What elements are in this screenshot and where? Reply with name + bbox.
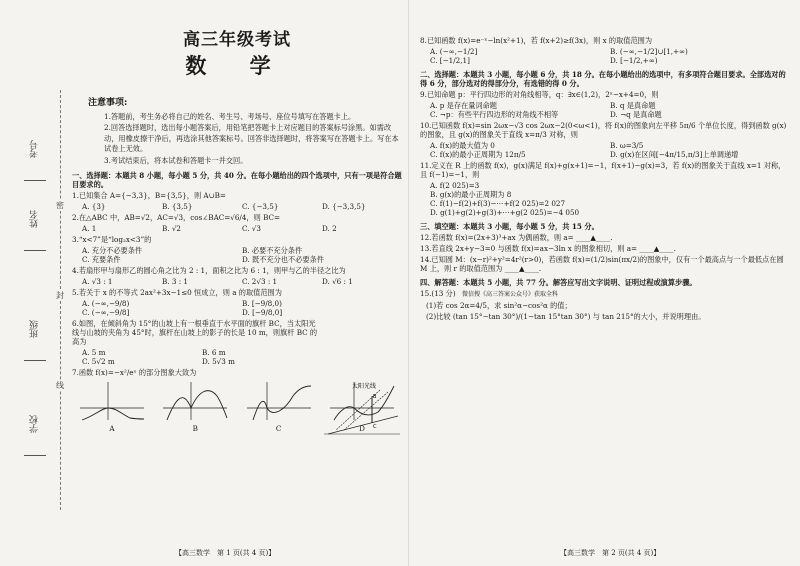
question-1-options [82,202,402,211]
name-blank [24,250,46,251]
sun-ray-label: 太阳光线 [352,383,377,390]
exam-number-label: 考号 [30,140,40,158]
option: A. (−∞,−1/2] [430,47,478,56]
option: B. √2 [162,223,182,233]
section-2-heading: 二、选择题：本题共 3 小题，每小题 6 分，共 18 分。在每小题给出的选项中，有多项符合题目要求。全部选对的得 6 分，部分选对的得部分分，有选错的得 0 分。 [420,70,786,88]
option: B. q 是真命题 [610,101,656,110]
question-8: 8.已知函数 f(x)=e⁻ˣ−ln(x²+1)，若 f(x+2)≥f(3x)，则 x 的取值范围为 [420,36,653,45]
option: A. 1 [82,223,97,233]
page-1 [72,0,402,566]
option: C. 充要条件 [82,254,121,264]
question-11: 11.定义在 R 上的函数 f(x)，g(x)满足 f(x)+g(x+1)=−1，f(x+1)−g(x)=3，若 f(x)的图象关于直线 x=1 对称，且 f(−1)=−1，则 [420,161,786,179]
option: D. ¬q 是真命题 [610,110,662,119]
notice-item: 3.考试结束后，将本试卷和答题卡一并交回。 [104,155,248,165]
option: A. √3 : 1 [82,276,113,286]
graph-option-a [78,380,146,433]
option: A. (−∞,−9/8) [82,298,130,308]
question-8-options [430,47,790,65]
slope-flagpole-figure [322,380,402,440]
option: D. [−9/8,0] [242,307,283,317]
graph-label: D [359,423,365,433]
option: C. 5√2 m [82,356,115,366]
graph-option-c [245,380,313,433]
option: B. {3,5} [162,201,193,211]
graph-option-b [161,380,229,433]
question-5: 5.若关于 x 的不等式 2ax²+3x−1≤0 恒成立，则 a 的取值范围为 [72,287,282,297]
svg-text:B: B [373,394,377,400]
question-9: 9.已知命题 p：平行四边形的对角线相等，q：∃x∈(1,2)，2ˣ−x+4=0，则 [420,90,659,99]
option: B. g(x)的最小正周期为 8 [430,190,512,199]
question-3: 3.“x<7”是“log₂x<3”的 [72,234,152,244]
question-15 [420,289,790,299]
graph-a-icon [78,380,146,422]
page-1-footer: 【高三数学 第 1 页(共 4 页)】 [175,549,276,557]
option: A. 5 m [82,347,106,357]
page-2 [420,0,790,566]
option: D. g(x)在区间[−4π/15,π/3]上单调递增 [610,150,739,159]
option: A. f(2 025)=3 [430,181,480,190]
question-15-part-2: (2)比较 (tan 15°−tan 30°)/(1−tan 15°tan 30°) 与 tan 215°的大小，并说明理由。 [426,311,706,321]
option: D. √6 : 1 [322,276,353,286]
option: C. [−1/2,1] [430,56,470,65]
binding-margin [0,0,70,566]
option: C. 2√3 : 1 [242,276,278,286]
option: D. g(1)+g(2)+g(3)+⋯+g(2 025)=−4 050 [430,208,580,217]
watermark-tag: 微信搜《高三答案公众号》获取全科 [461,291,558,298]
school-label: 学校 [30,415,40,433]
option: A. f(x)的最大值为 0 [430,141,495,150]
option: B. [−9/8,0) [242,298,282,308]
notice-heading: 注意事项: [88,97,128,108]
option: D. [−1/2,+∞) [610,56,658,65]
option: C. (−∞,−9/8] [82,307,130,317]
option: A. p 是存在量词命题 [430,101,497,110]
question-13: 13.若直线 2x+y−3=0 与函数 f(x)=ax−3ln x 的图象相切，则 a= ____▲____. [420,244,676,253]
question-2: 2.在△ABC 中，AB=√2，AC=√3，cos∠BAC=√6/4，则 BC= [72,212,281,222]
answer-blank-marker: ▲ [519,264,525,273]
page-2-footer: 【高三数学 第 2 页(共 4 页)】 [560,549,661,557]
answer-blank-marker: ▲ [653,244,660,253]
option: C. f(1)−f(2)+f(3)−⋯+f(2 025)=2 027 [430,199,566,208]
question-15-part-1: (1)若 cos 2α=4/5，求 sin²α−cos²α 的值； [426,300,572,310]
option: C. √3 [242,223,261,233]
question-4-options [82,277,402,286]
option: D. 5√3 m [202,356,235,366]
graph-label: B [192,423,198,433]
answer-blank-marker: ▲ [590,233,596,242]
exam-number-blank [24,180,46,181]
notice-block [72,98,402,166]
question-10: 10.已知函数 f(x)=sin 2ωx−√3 cos 2ωx−2(0<ω<1)，将 f(x)的图象向左平移 5π/6 个单位长度，得到函数 g(x)的图象，且 g(x)的图象关于直线 x=π/3 对称，则 [420,121,787,139]
class-label: 班级 [30,320,40,338]
question-14-text: 14.已知圆 M：(x−r)²+y²=4r²(r>0)，若函数 f(x)=(1/2)sin(πx/2)的图象中，仅有一个最高点与一个最低点在圆 M 上，则 r 的取值范围为 [420,255,784,273]
question-6-options [82,348,322,366]
option: B. 必要不充分条件 [242,245,303,255]
notice-item: 2.回答选择题时，选出每小题答案后，用铅笔把答题卡上对应题目的答案标号涂黑。如需改动，用橡皮擦干净后，再选涂其他答案标号。回答非选择题时，将答案写在答题卡上。写在本试卷上无效。 [104,123,399,154]
option: B. 3 : 1 [162,276,188,286]
option: A. {3} [82,201,106,211]
class-blank [24,360,46,361]
question-12: 12.若函数 f(x)=(2x+3)³+ax 为偶函数，则 a= ____▲____. [420,233,613,242]
question-6: 6.如图，在倾斜角为 15°的山坡上有一根垂直于水平面的旗杆 BC，当太阳光线与山坡的夹角为 45°时，旗杆在山坡上的影子的长是 10 m，则旗杆 BC 的高为 [72,318,318,346]
question-1: 1.已知集合 A={−3,3}，B={3,5}，则 A∪B= [72,190,226,200]
question-14: 14.已知圆 M：(x−r)²+y²=4r²(r>0)，若函数 f(x)=(1/2)sin(πx/2)的图象中，仅有一个最高点与一个最低点在圆 M 上，则 r 的取值范围为 ____▲____. [420,255,784,273]
seal-word-xian: 线 [56,381,64,390]
question-3-options [82,246,402,264]
seal-word-mi: 密 [56,201,64,210]
question-5-options [82,299,402,317]
name-label: 姓名 [30,210,40,228]
question-7: 7.函数 f(x)=−x²/eˣ 的部分图象大致为 [72,367,197,377]
svg-text:C: C [373,424,377,430]
option: C. {−3,5} [242,201,279,211]
section-1-heading: 一、选择题：本题共 8 小题，每小题 5 分，共 40 分。在每小题给出的四个选项中，只有一项是符合题目要求的。 [72,170,402,189]
option: C. ¬p：有些平行四边形的对角线不相等 [430,110,559,119]
option: B. 6 m [202,347,226,357]
question-15-points: 15.(13 分) [420,289,456,298]
option: D. {−3,3,5} [322,201,366,211]
section-3-heading: 三、填空题：本题共 3 小题，每小题 5 分，共 15 分。 [420,222,599,231]
graph-label: C [275,423,282,433]
option: D. 既不充分也不必要条件 [242,254,324,264]
question-11-options [430,181,790,217]
section-4-heading: 四、解答题：本题共 5 小题，共 77 分。解答应写出文字说明、证明过程或演算步骤。 [420,278,697,287]
question-4: 4.若扇形甲与扇形乙的圆心角之比为 2 : 1，面积之比为 6 : 1，则甲与乙的半径之比为 [72,265,346,275]
option: B. (−∞,−1/2]∪[1,+∞) [610,47,688,56]
graph-label: A [109,423,115,433]
notice-item: 1.答题前，考生务必将自己的姓名、考生号、考场号、座位号填写在答题卡上。 [104,111,356,121]
exam-subject: 数 学 [185,53,289,79]
question-12-text: 12.若函数 f(x)=(2x+3)³+ax 为偶函数，则 a= [420,233,574,242]
option: D. 2 [322,223,337,233]
question-2-options [82,224,402,233]
exam-title: 高三年级考试 [183,30,291,50]
page-fold [408,0,409,566]
seal-word-feng: 封 [56,291,64,300]
school-blank [24,455,46,456]
question-10-options [430,141,790,159]
option: B. ω=3/5 [610,141,644,150]
question-13-text: 13.若直线 2x+y−3=0 与函数 f(x)=ax−3ln x 的图象相切，则 a= [420,244,638,253]
option: C. f(x)的最小正周期为 12π/5 [430,150,526,159]
option: A. 充分不必要条件 [82,245,143,255]
question-9-options [430,101,790,119]
graph-b-icon [161,380,229,422]
graph-c-icon [245,380,313,422]
